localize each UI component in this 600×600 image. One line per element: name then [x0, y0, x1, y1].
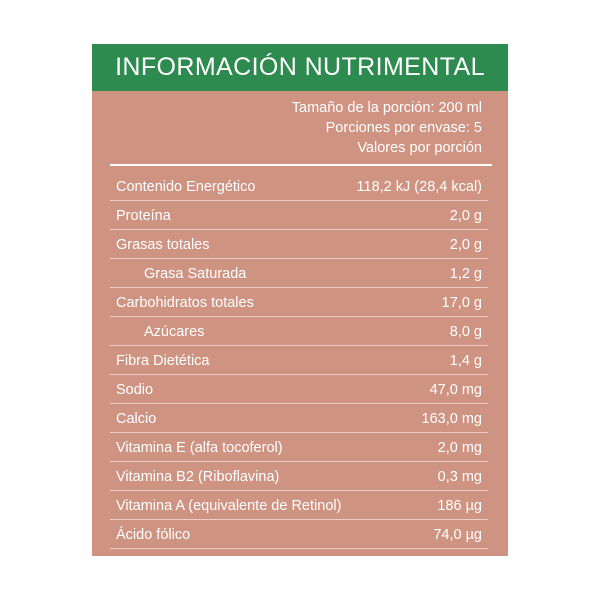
nutrient-label: Sodio: [116, 381, 154, 398]
nutrient-label: Vitamina B12 (Cobalamina): [116, 555, 294, 572]
nutrient-value: 2,0 g: [449, 207, 482, 224]
nutrient-value: 2,0 mg: [437, 439, 482, 456]
table-row: [116, 288, 482, 317]
page-title: INFORMACIÓN NUTRIMENTAL: [115, 53, 485, 81]
table-row: [116, 317, 482, 346]
table-row: [116, 520, 482, 549]
nutrient-value: 0,3 µg: [441, 555, 482, 572]
table-row: [116, 549, 482, 578]
nutrient-value: 0,3 mg: [437, 468, 482, 485]
nutrient-label: Ácido fólico: [116, 526, 191, 543]
nutrient-table: [92, 172, 508, 578]
nutrient-value: 163,0 mg: [421, 410, 482, 427]
nutrient-value: 2,0 g: [449, 236, 482, 253]
divider-rule: [110, 164, 492, 166]
serving-size-text: Tamaño de la porción: 200 ml: [291, 100, 482, 116]
nutrient-label: Calcio: [116, 410, 157, 427]
table-row: [116, 375, 482, 404]
values-per-serving-text: Valores por porción: [357, 140, 482, 156]
nutrient-label: Proteína: [116, 207, 171, 224]
nutrient-label: Grasa Saturada: [144, 265, 247, 282]
serving-info-block: [92, 98, 508, 158]
table-row: [116, 201, 482, 230]
nutrition-facts-panel: [92, 44, 508, 572]
table-row: [116, 172, 482, 201]
table-row: [116, 404, 482, 433]
table-row: [116, 346, 482, 375]
nutrient-label: Fibra Dietética: [116, 352, 210, 369]
nutrient-label: Vitamina B2 (Riboflavina): [116, 468, 280, 485]
nutrient-label: Vitamina A (equivalente de Retinol): [116, 497, 342, 514]
table-row: [116, 230, 482, 259]
nutrient-value: 118,2 kJ (28,4 kcal): [356, 178, 482, 195]
nutrition-title-bar: [92, 44, 508, 91]
nutrient-label: Azúcares: [144, 323, 205, 340]
nutrient-label: Vitamina E (alfa tocoferol): [116, 439, 283, 456]
table-row: [116, 433, 482, 462]
nutrient-value: 17,0 g: [441, 294, 482, 311]
nutrient-value: 8,0 g: [449, 323, 482, 340]
servings-per-container-text: Porciones por envase: 5: [325, 120, 482, 136]
table-row: [116, 491, 482, 520]
nutrient-label: Carbohidratos totales: [116, 294, 254, 311]
nutrient-label: Grasas totales: [116, 236, 210, 253]
table-row: [116, 462, 482, 491]
nutrient-value: 1,4 g: [449, 352, 482, 369]
nutrient-value: 1,2 g: [449, 265, 482, 282]
nutrient-value: 47,0 mg: [429, 381, 482, 398]
table-row: [116, 259, 482, 288]
nutrient-label: Contenido Energético: [116, 178, 256, 195]
nutrient-value: 74,0 µg: [433, 526, 482, 543]
nutrient-value: 186 µg: [437, 497, 482, 514]
